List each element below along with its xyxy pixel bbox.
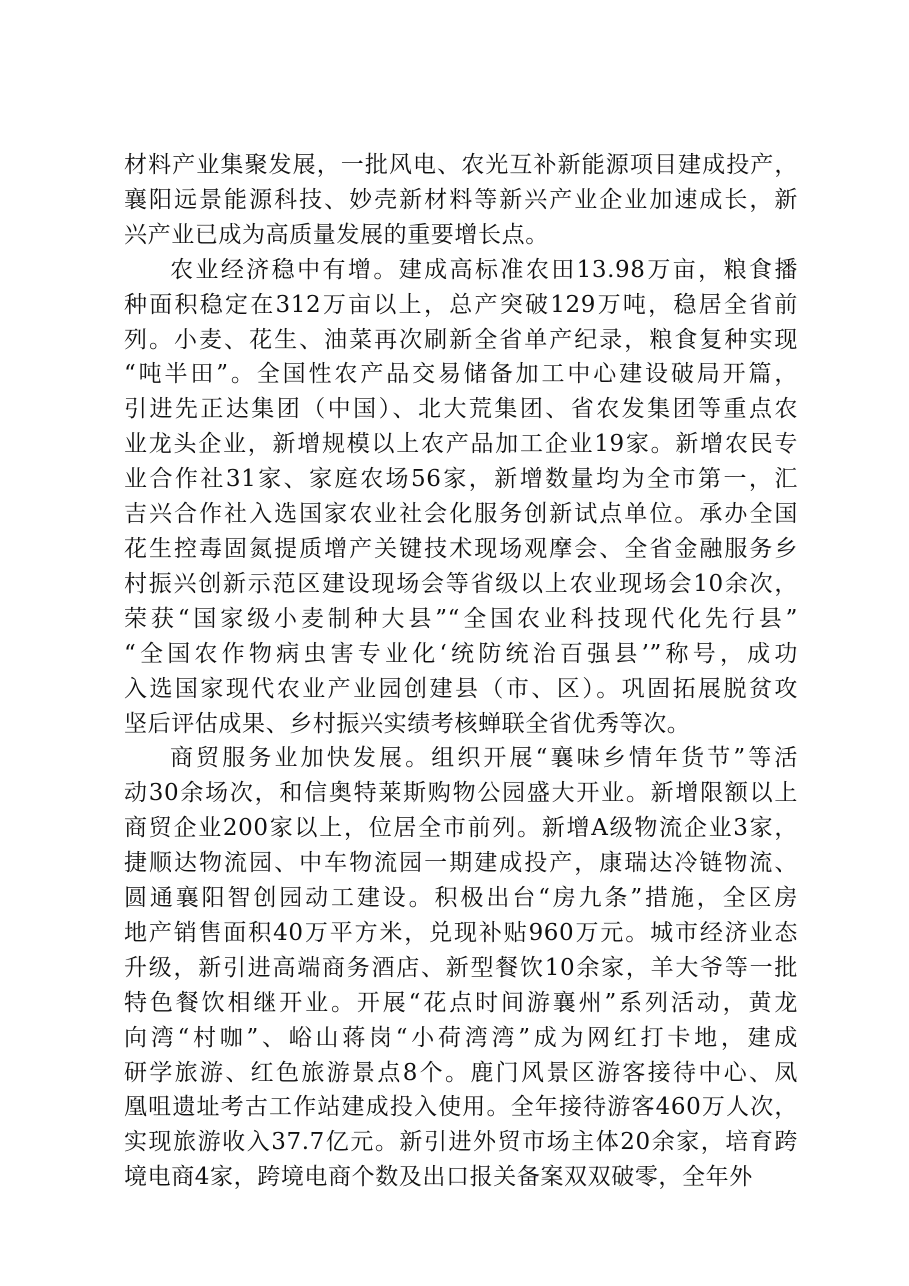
text-line: 特色餐饮相继开业。开展“花点时间游襄州”系列活动，黄龙 [124, 989, 798, 1016]
text-line: 凰咀遗址考古工作站建成投入使用。全年接待游客460万人次， [124, 1094, 798, 1121]
text-line: 吉兴合作社入选国家农业社会化服务创新试点单位。承办全国 [124, 501, 798, 528]
text-line: 坚后评估成果、乡村振兴实绩考核蝉联全省优秀等次。 [124, 710, 691, 737]
text-line: 材料产业集聚发展，一批风电、农光互补新能源项目建成投产， [124, 152, 798, 178]
text-line: 圆通襄阳智创园动工建设。积极出台“房九条”措施，全区房 [124, 885, 798, 912]
document-body [124, 148, 798, 1195]
text-line: 研学旅游、红色旅游景点8个。鹿门风景区游客接待中心、凤 [124, 1059, 798, 1086]
text-line: 捷顺达物流园、中车物流园一期建成投产，康瑞达冷链物流、 [124, 850, 798, 877]
text-line: “吨半田”。全国性农产品交易储备加工中心建设破局开篇， [124, 361, 798, 388]
text-line: 商贸服务业加快发展。组织开展“襄味乡情年货节”等活 [170, 745, 798, 772]
text-line: 业龙头企业，新增规模以上农产品加工企业19家。新增农民专 [124, 431, 798, 458]
text-line: 境电商4家，跨境电商个数及出口报关备案双双破零，全年外 [124, 1164, 753, 1191]
paragraph [124, 741, 798, 1195]
text-line: 种面积稳定在312万亩以上，总产突破129万吨，稳居全省前 [124, 291, 798, 318]
text-line: 动30余场次，和信奥特莱斯购物公园盛大开业。新增限额以上 [124, 780, 798, 807]
text-line: “全国农作物病虫害专业化‘统防统治百强县’”称号，成功 [124, 640, 798, 667]
text-line: 兴产业已成为高质量发展的重要增长点。 [124, 221, 549, 248]
text-line: 地产销售面积40万平方米，兑现补贴960万元。城市经济业态 [124, 919, 798, 946]
text-line: 列。小麦、花生、油菜再次刷新全省单产纪录，粮食复种实现 [124, 326, 798, 353]
paragraph [124, 253, 798, 742]
text-line: 引进先正达集团（中国）、北大荒集团、省农发集团等重点农 [124, 396, 798, 423]
text-line: 实现旅游收入37.7亿元。新引进外贸市场主体20余家，培育跨 [124, 1129, 798, 1156]
text-line: 入选国家现代农业产业园创建县（市、区）。巩固拓展脱贫攻 [124, 675, 798, 702]
text-line: 村振兴创新示范区建设现场会等省级以上农业现场会10余次， [124, 570, 798, 597]
text-line: 业合作社31家、家庭农场56家，新增数量均为全市第一，汇 [124, 466, 798, 493]
text-line: 花生控毒固氮提质增产关键技术现场观摩会、全省金融服务乡 [124, 535, 798, 562]
text-line: 襄阳远景能源科技、妙壳新材料等新兴产业企业加速成长，新 [124, 186, 798, 213]
text-line: 升级，新引进高端商务酒店、新型餐饮10余家，羊大爷等一批 [124, 954, 798, 981]
text-line: 商贸企业200家以上，位居全市前列。新增A级物流企业3家， [124, 815, 798, 842]
text-line: 荣获“国家级小麦制种大县”“全国农业科技现代化先行县” [124, 605, 798, 632]
paragraph [124, 148, 798, 253]
text-line: 向湾“村咖”、峪山蒋岗“小荷湾湾”成为网红打卡地，建成 [124, 1024, 798, 1051]
text-line: 农业经济稳中有增。建成高标准农田13.98万亩，粮食播 [170, 256, 798, 283]
